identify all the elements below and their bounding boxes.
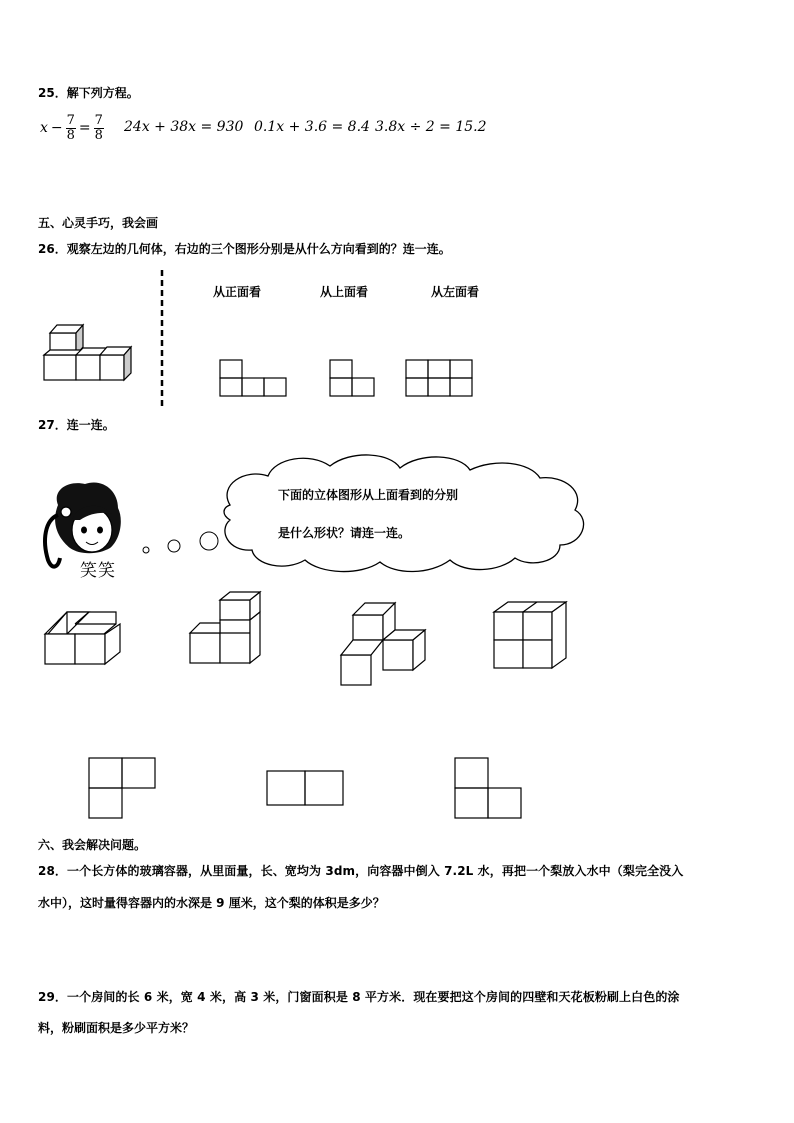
equation-4: 3.8x ÷ 2 = 15.2 <box>375 119 487 135</box>
thought-bubble-medium <box>168 540 180 552</box>
fraction-denominator: 8 <box>66 127 75 143</box>
question-26-title: 26．观察左边的几何体，右边的三个图形分别是从什么方向看到的？连一连。 <box>38 242 451 256</box>
section-5-title: 五、心灵手巧，我会画 <box>38 216 159 230</box>
equation-2: 24x + 38x = 930 <box>124 119 244 135</box>
q27-solid-3 <box>341 603 425 685</box>
q26-view-left <box>406 360 472 396</box>
view-label-front: 从正面看 <box>213 285 262 299</box>
equation-3: 0.1x + 3.6 = 8.4 <box>254 119 370 135</box>
question-29-line-2: 料，粉刷面积是多少平方米？ <box>38 1021 195 1035</box>
q27-solid-2 <box>190 592 260 663</box>
q26-isometric-solid <box>44 325 131 380</box>
eq1-variable: x <box>40 120 48 136</box>
question-27-title: 27．连一连。 <box>38 418 115 432</box>
view-label-top: 从上面看 <box>320 285 369 299</box>
section-6-title: 六、我会解决问题。 <box>38 838 147 852</box>
q27-view-shape-1 <box>89 758 155 818</box>
girl-caption: 笑笑 <box>80 561 116 581</box>
fraction-numerator: 7 <box>66 112 75 128</box>
view-label-left: 从左面看 <box>431 285 480 299</box>
q27-solid-4 <box>494 602 566 668</box>
question-28-line-1: 28．一个长方体的玻璃容器，从里面量，长、宽均为 3dm，向容器中倒入 7.2L 水，再把一个梨放入水中（梨完全没入 <box>38 864 684 878</box>
thought-cloud <box>224 455 584 572</box>
thought-bubble-large <box>200 532 218 550</box>
bubble-text-line-1: 下面的立体图形从上面看到的分别 <box>278 488 459 502</box>
q27-view-shape-3 <box>455 758 521 818</box>
fraction-denominator: 8 <box>94 127 103 143</box>
fraction-numerator: 7 <box>94 112 103 128</box>
eq1-equals: = <box>78 120 91 136</box>
thought-bubble-small <box>143 547 149 553</box>
q26-view-front <box>220 360 286 396</box>
q26-view-top <box>330 360 374 396</box>
question-28-line-2: 水中），这时量得容器内的水深是 9 厘米，这个梨的体积是多少？ <box>38 896 385 910</box>
bubble-text-line-2: 是什么形状？请连一连。 <box>278 526 411 540</box>
girl-illustration <box>45 482 121 566</box>
q27-solid-1 <box>45 612 120 664</box>
q27-view-shape-2 <box>267 771 343 805</box>
eq1-minus: − <box>50 120 63 136</box>
question-25-title: 25．解下列方程。 <box>38 86 139 100</box>
question-29-line-1: 29．一个房间的长 6 米，宽 4 米，高 3 米，门窗面积是 8 平方米．现在要把这个房间的四壁和天花板粉刷上白色的涂 <box>38 990 680 1004</box>
